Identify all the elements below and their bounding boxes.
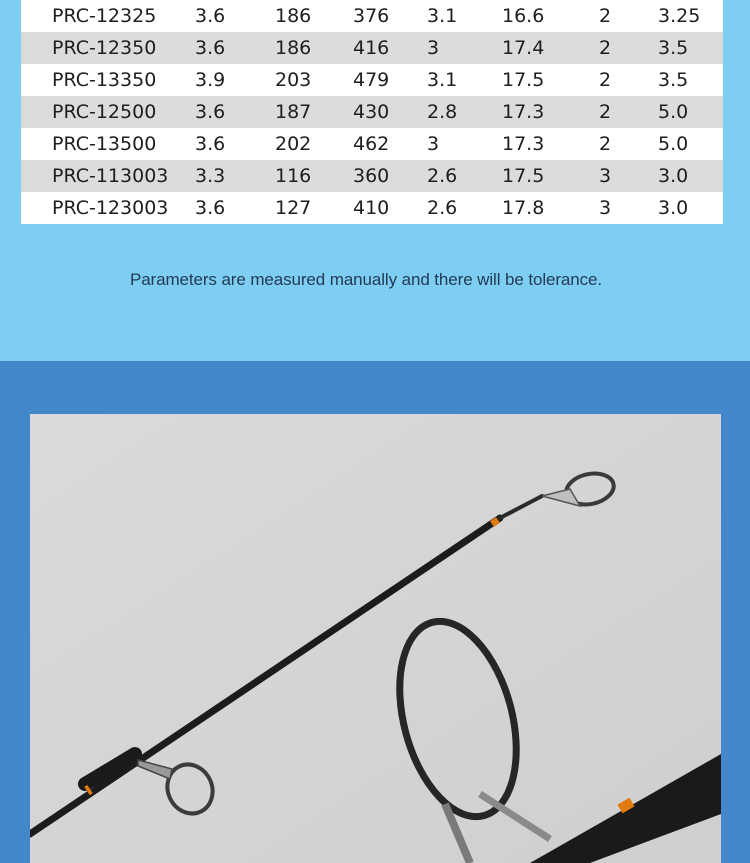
table-cell: 2: [599, 101, 612, 123]
table-cell: 3.6: [195, 5, 226, 27]
table-cell: 3: [427, 133, 440, 155]
table-cell: 186: [275, 37, 312, 59]
table-cell: PRC-12500: [52, 101, 157, 123]
table-cell: 3.1: [427, 69, 458, 91]
table-cell: 203: [275, 69, 312, 91]
table-cell: 3.5: [658, 37, 689, 59]
table-row: [21, 32, 723, 64]
table-cell: 2.6: [427, 197, 458, 219]
table-cell: 17.3: [502, 101, 545, 123]
table-row: [21, 128, 723, 160]
table-cell: 3.6: [195, 37, 226, 59]
table-cell: 16.6: [502, 5, 545, 27]
table-cell: 17.8: [502, 197, 545, 219]
table-cell: 360: [353, 165, 390, 187]
table-cell: 3.0: [658, 165, 689, 187]
table-cell: 3.6: [195, 133, 226, 155]
table-cell: 17.5: [502, 165, 545, 187]
table-cell: 5.0: [658, 133, 689, 155]
table-cell: 5.0: [658, 101, 689, 123]
table-cell: 17.5: [502, 69, 545, 91]
table-cell: 3.25: [658, 5, 701, 27]
table-cell: PRC-13500: [52, 133, 157, 155]
table-row: [21, 64, 723, 96]
table-row: [21, 96, 723, 128]
spec-section: [0, 0, 750, 361]
table-cell: PRC-113003: [52, 165, 169, 187]
table-cell: 3.6: [195, 101, 226, 123]
table-cell: 3: [427, 37, 440, 59]
table-row: [21, 192, 723, 224]
table-cell: 462: [353, 133, 390, 155]
table-cell: 116: [275, 165, 312, 187]
table-cell: 376: [353, 5, 390, 27]
table-cell: 3.0: [658, 197, 689, 219]
table-cell: 3: [599, 197, 612, 219]
table-cell: 416: [353, 37, 390, 59]
table-cell: 187: [275, 101, 312, 123]
table-cell: PRC-13350: [52, 69, 157, 91]
table-row: [21, 0, 723, 32]
table-row: [21, 160, 723, 192]
table-cell: 17.3: [502, 133, 545, 155]
table-cell: 2: [599, 37, 612, 59]
table-cell: 17.4: [502, 37, 545, 59]
spec-table: [21, 0, 723, 224]
table-cell: 479: [353, 69, 390, 91]
table-cell: 410: [353, 197, 390, 219]
table-cell: 2.6: [427, 165, 458, 187]
table-cell: PRC-123003: [52, 197, 169, 219]
table-cell: 430: [353, 101, 390, 123]
table-cell: 127: [275, 197, 312, 219]
table-cell: 3.1: [427, 5, 458, 27]
fishing-rod-guides-icon: [30, 414, 721, 863]
tolerance-note: Parameters are measured manually and there will be tolerance.: [129, 270, 603, 289]
table-cell: 2: [599, 69, 612, 91]
table-cell: 2: [599, 5, 612, 27]
table-cell: 3.9: [195, 69, 226, 91]
table-cell: 186: [275, 5, 312, 27]
table-cell: 3.6: [195, 197, 226, 219]
table-cell: 202: [275, 133, 312, 155]
table-cell: 2.8: [427, 101, 458, 123]
table-cell: 3.5: [658, 69, 689, 91]
fishing-rod-photo: [30, 414, 721, 863]
table-cell: 2: [599, 133, 612, 155]
table-cell: 3: [599, 165, 612, 187]
table-cell: PRC-12325: [52, 5, 157, 27]
table-cell: PRC-12350: [52, 37, 157, 59]
table-cell: 3.3: [195, 165, 226, 187]
